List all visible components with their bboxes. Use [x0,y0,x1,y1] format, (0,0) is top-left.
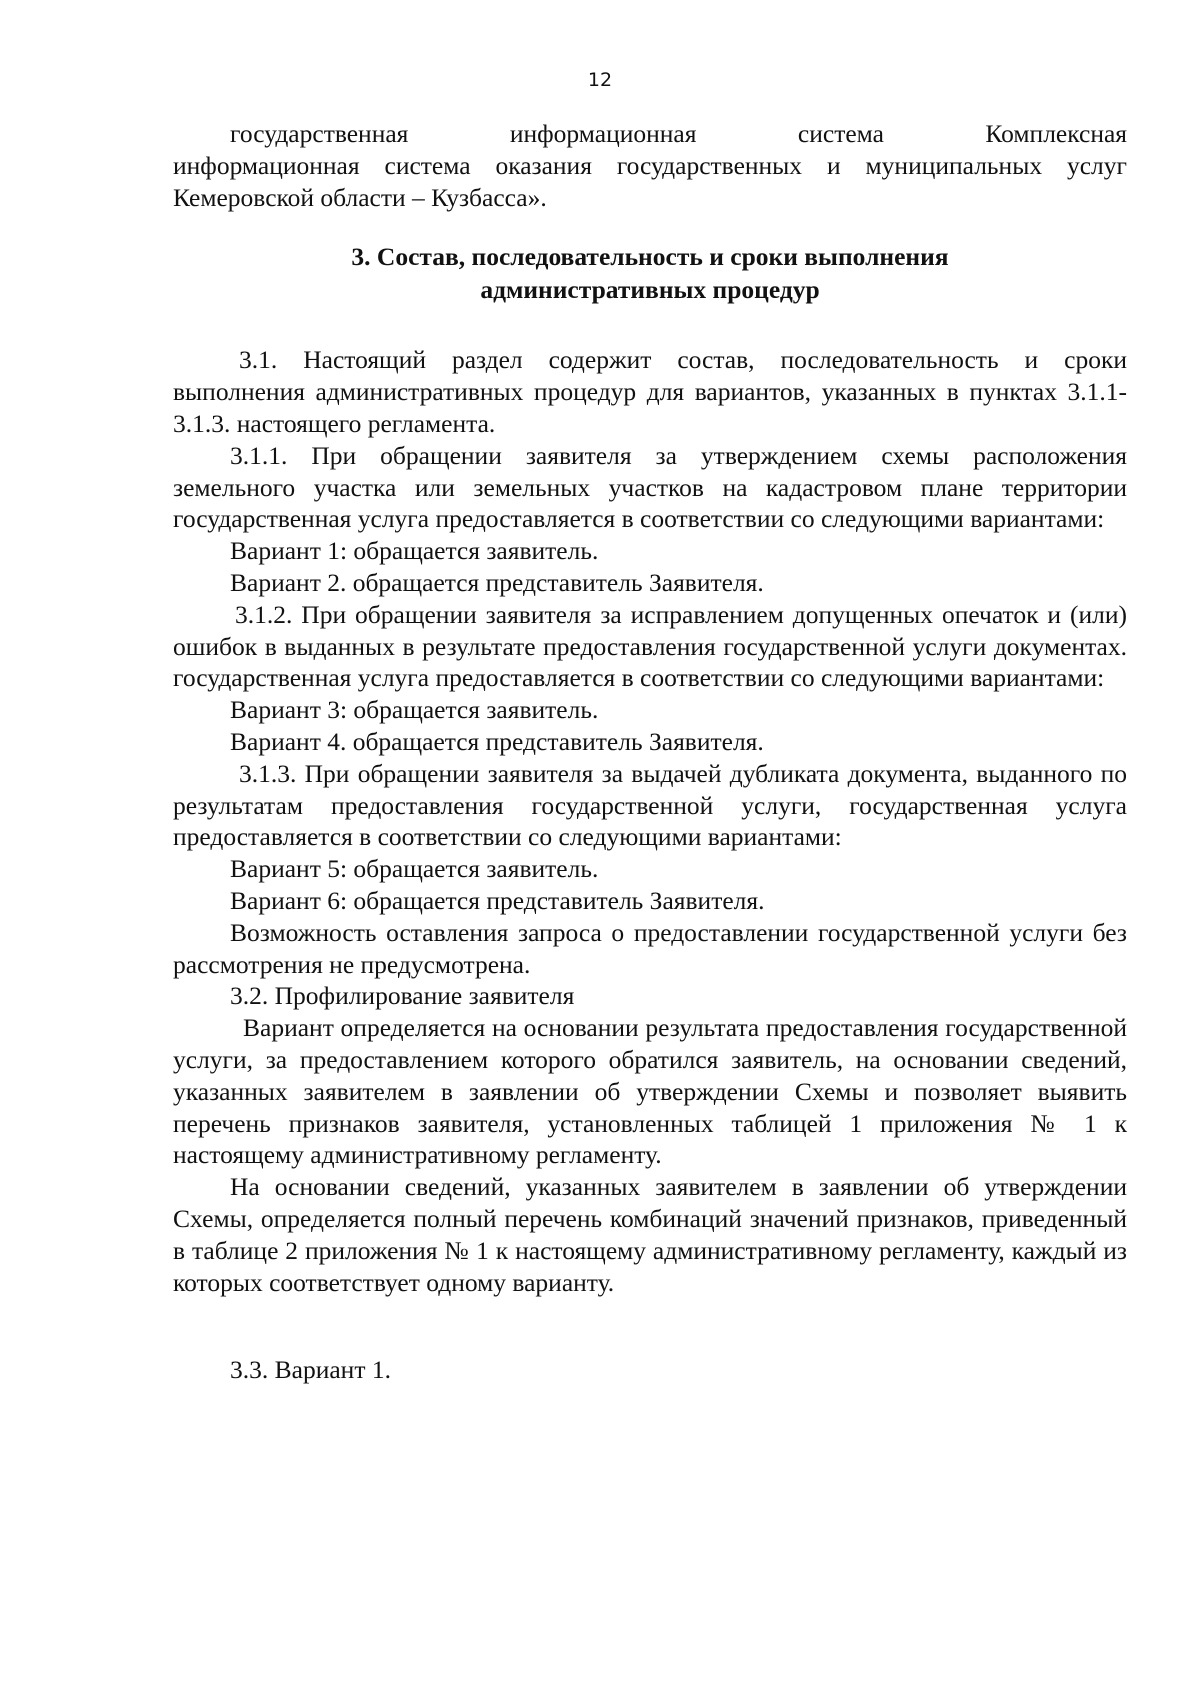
combinations-paragraph: На основании сведений, указанных заявителем в заявлении об утверждении Схемы, определяется полный перечень комбинаций значений признаков, приведенный в таблице 2 приложения № 1 к настоящему административному регламенту, каждый из которых соответствует одному варианту. [173,1172,1127,1297]
variant-1: Вариант 1: обращается заявитель. [230,536,599,566]
spacer [173,1298,1127,1354]
paragraph-3-3: 3.3. Вариант 1. [230,1355,391,1385]
variant-3: Вариант 3: обращается заявитель. [230,695,599,725]
intro-word-4: Комплексная [985,119,1128,148]
paragraph-3-2: 3.2. Профилирование заявителя [230,981,575,1011]
section-heading [173,240,1127,306]
intro-continuation: информационная система оказания государственных и муниципальных услуг Кемеровской области – Кузбасса». [173,150,1127,212]
paragraph-3-1-1: 3.1.1. При обращении заявителя за утверждением схемы расположения земельного участка или земельных участков на кадастровом плане территории государственная услуга предоставляется в соответствии со следующими вариантами: [173,440,1127,534]
paragraph-3-1: 3.1. Настоящий раздел содержит состав, последовательность и сроки выполнения административных процедур для вариантов, указанных в пунктах 3.1.1- 3.1.3. настоящего регламента. [173,345,1127,438]
variant-2: Вариант 2. обращается представитель Заявителя. [230,567,764,597]
variant-6: Вариант 6: обращается представитель Заявителя. [230,885,765,915]
intro-word-1: государственная [230,119,409,148]
no-leave-paragraph: Возможность оставления запроса о предоставлении государственной услуги без рассмотрения не предусмотрена. [173,917,1127,979]
intro-word-2: информационная [509,119,697,148]
intro-first-line [173,118,1127,150]
section-heading-line-1: 3. Состав, последовательность и сроки выполнения [351,242,949,272]
variant-5: Вариант 5: обращается заявитель. [230,854,599,884]
profiling-paragraph: Вариант определяется на основании результата предоставления государственной услуги, за предоставлением которого обратился заявитель, на основании сведений, указанных заявителем в заявлении об утверждении Схемы и позволяет выявить перечень признаков заявителя, установленных таблицей 1 приложения № 1 к настоящему административному регламенту. [173,1013,1127,1170]
page-number: 12 [587,69,613,91]
intro-word-3: система [797,119,884,148]
variant-4: Вариант 4. обращается представитель Заявителя. [230,726,764,756]
section-heading-line-2: административных процедур [480,275,820,305]
document-body [173,118,1127,1386]
paragraph-3-1-2: 3.1.2. При обращении заявителя за исправлением допущенных опечаток и (или) ошибок в выданных в результате предоставления государственной услуги документах. государственная услуга предоставляется в соответствии со следующими вариантами: [173,599,1127,693]
paragraph-3-1-3: 3.1.3. При обращении заявителя за выдачей дубликата документа, выданного по результатам предоставления государственной услуги, государственная услуга предоставляется в соответствии со следующими вариантами: [173,758,1127,852]
